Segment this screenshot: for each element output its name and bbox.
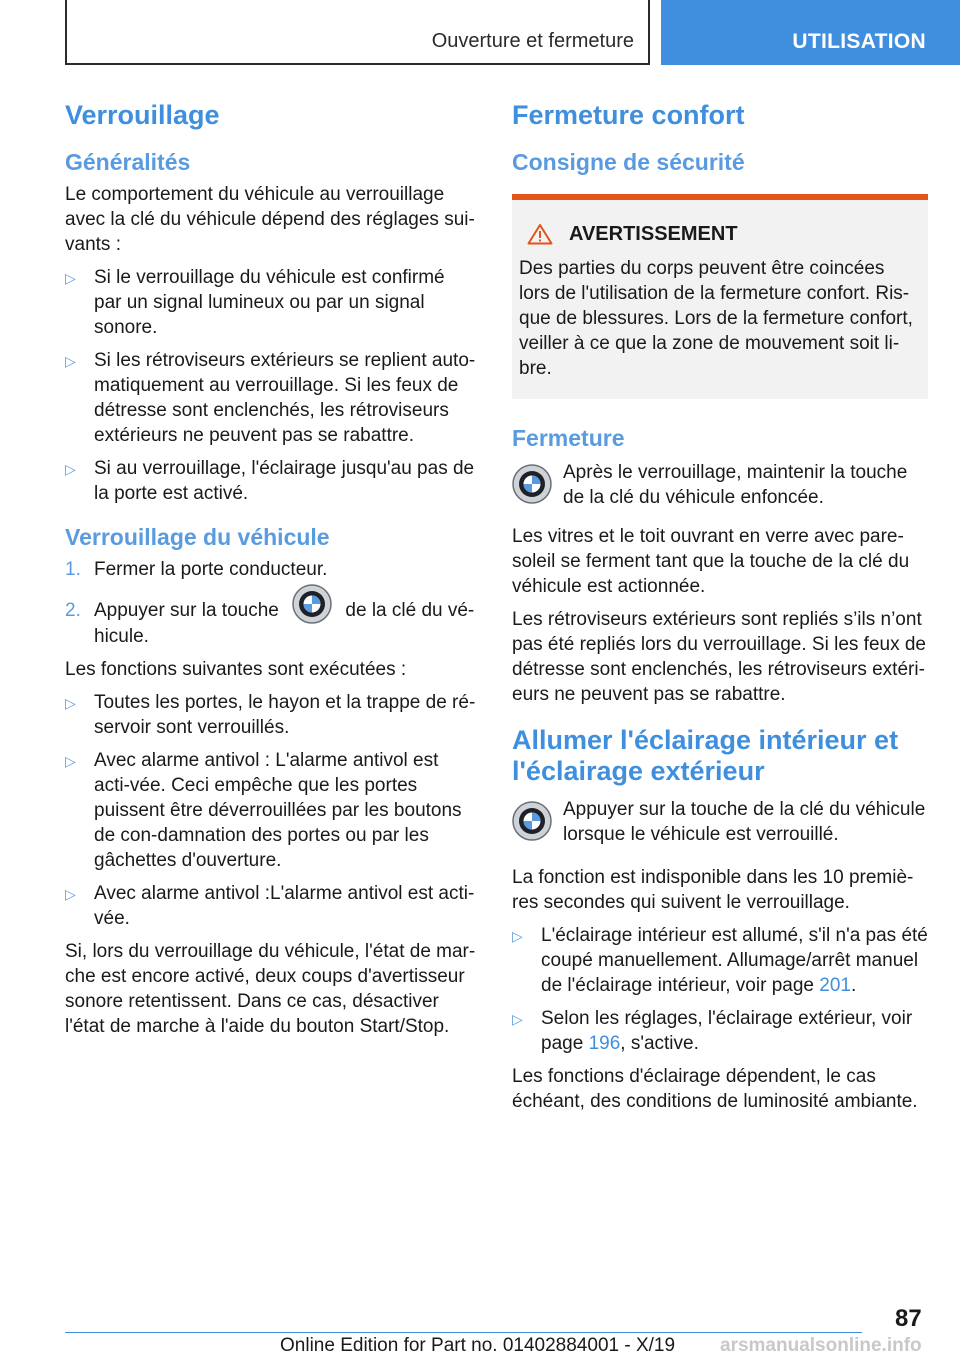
bmw-key-icon (512, 464, 552, 504)
page-link-196[interactable]: 196 (588, 1033, 621, 1054)
list-item: ▷ Avec alarme antivol : L'alarme antivol est acti‐vée. Ceci empêche que les portes puissent être déverrouillées par les boutons de con‐damnation des portes ou par les gâchettes d'ouverture. (65, 750, 462, 871)
bullet-triangle-icon: ▷ (65, 695, 76, 711)
heading-verrouillage-vehicule: Verrouillage du véhicule (65, 524, 330, 550)
bullet-triangle-icon: ▷ (512, 928, 523, 944)
step-item: 2. Appuyer sur la touche de la clé du vé‐hicule. (65, 598, 477, 649)
title-verrouillage: Verrouillage (65, 100, 220, 130)
bullet-triangle-icon: ▷ (65, 753, 76, 769)
warning-box (512, 194, 928, 399)
list-item: ▷ Si le verrouillage du véhicule est confirmé par un signal lumineux ou par un signal sonore. (65, 267, 445, 338)
page-header (65, 0, 960, 65)
eclairage-delai: La fonction est indisponible dans les 10 premiè‐res secondes qui suivent le verrouillage. (512, 867, 914, 913)
chapter-tab (661, 0, 960, 65)
list-item: ▷ Avec alarme antivol :L'alarme antivol est acti‐vée. (65, 883, 475, 929)
chapter-title: UTILISATION (792, 30, 926, 53)
fonctions-intro: Les fonctions suivantes sont exécutées : (65, 659, 407, 680)
list-item: ▷ Si les rétroviseurs extérieurs se replient auto‐matiquement au verrouillage. Si les feux de détresse sont enclenchés, les rétroviseurs extérieurs ne peuvent pas se rabattre. (65, 350, 476, 446)
bullet-triangle-icon: ▷ (65, 353, 76, 369)
bmw-key-icon (292, 584, 332, 624)
list-item: ▷ Selon les réglages, l'éclairage extérieur, voir page 196, s'active. (512, 1008, 913, 1054)
key-instruction: Appuyer sur la touche de la clé du véhicule lorsque le véhicule est verrouillé. (512, 797, 928, 847)
fermeture-retroviseurs: Les rétroviseurs extérieurs sont repliés s’ils n’ont pas été repliés lors du verrouillage. Si les feux de détresse sont enclenchés, les rétroviseurs extéri‐eurs ne peuvent pas se rabattre. (512, 609, 927, 705)
heading-consigne: Consigne de sécurité (512, 149, 745, 175)
list-item: ▷ Si au verrouillage, l'éclairage jusqu'au pas de la porte est activé. (65, 458, 475, 504)
watermark: arsmanualsonline.info (720, 1335, 922, 1356)
warning-text: Des parties du corps peuvent être coincées lors de l'utilisation de la fermeture confort. Ris‐que de blessures. Lors de la fermeture confort, veiller à ce que la zone de mouvement soit li‐bre. (519, 258, 913, 379)
footer-divider (65, 1332, 862, 1333)
edition-text: Online Edition for Part no. 01402884001 - X/19 (280, 1335, 676, 1356)
list-item: ▷ Toutes les portes, le hayon et la trappe de ré‐servoir sont verrouillés. (65, 692, 476, 738)
warning-title: AVERTISSEMENT (519, 222, 918, 246)
generalites-intro: Le comportement du véhicule au verrouillage avec la clé du véhicule dépend des réglages sui‐vants : (65, 184, 475, 255)
start-stop-note: Si, lors du verrouillage du véhicule, l'état de mar‐che est encore activé, deux coups d'avertisseur sonore retentissent. Dans ce cas, désactiver l'état de marche à l'aide du bouton Start/Stop. (65, 941, 476, 1037)
page-link-201[interactable]: 201 (819, 975, 851, 996)
left-column (65, 100, 477, 1047)
page-number: 87 (895, 1305, 922, 1332)
step-item: 1. Fermer la porte conducteur. (65, 559, 328, 580)
fermeture-vitres: Les vitres et le toit ouvrant en verre avec pare-soleil se ferment tant que la touche de la clé du véhicule est actionnée. (512, 526, 910, 597)
heading-fermeture: Fermeture (512, 425, 625, 451)
eclairage-luminosite: Les fonctions d'éclairage dépendent, le cas échéant, des conditions de luminosité ambiante. (512, 1066, 918, 1112)
key-instruction: Après le verrouillage, maintenir la touche de la clé du véhicule enfoncée. (512, 460, 928, 510)
title-eclairage: Allumer l'éclairage intérieur et l'éclairage extérieur (512, 725, 899, 786)
bullet-triangle-icon: ▷ (512, 1011, 523, 1027)
heading-generalites: Généralités (65, 149, 191, 175)
bullet-triangle-icon: ▷ (65, 461, 76, 477)
right-column (512, 100, 928, 1122)
bullet-triangle-icon: ▷ (65, 886, 76, 902)
title-fermeture-confort: Fermeture confort (512, 100, 745, 130)
section-title: Ouverture et fermeture (431, 30, 634, 52)
list-item: ▷ L'éclairage intérieur est allumé, s'il n'a pas été coupé manuellement. Allumage/arrêt manuel de l'éclairage intérieur, voir page 201. (512, 925, 928, 996)
bmw-key-icon (512, 801, 552, 841)
section-tab (65, 0, 650, 65)
warning-triangle-icon (527, 223, 553, 245)
bullet-triangle-icon: ▷ (65, 270, 76, 286)
